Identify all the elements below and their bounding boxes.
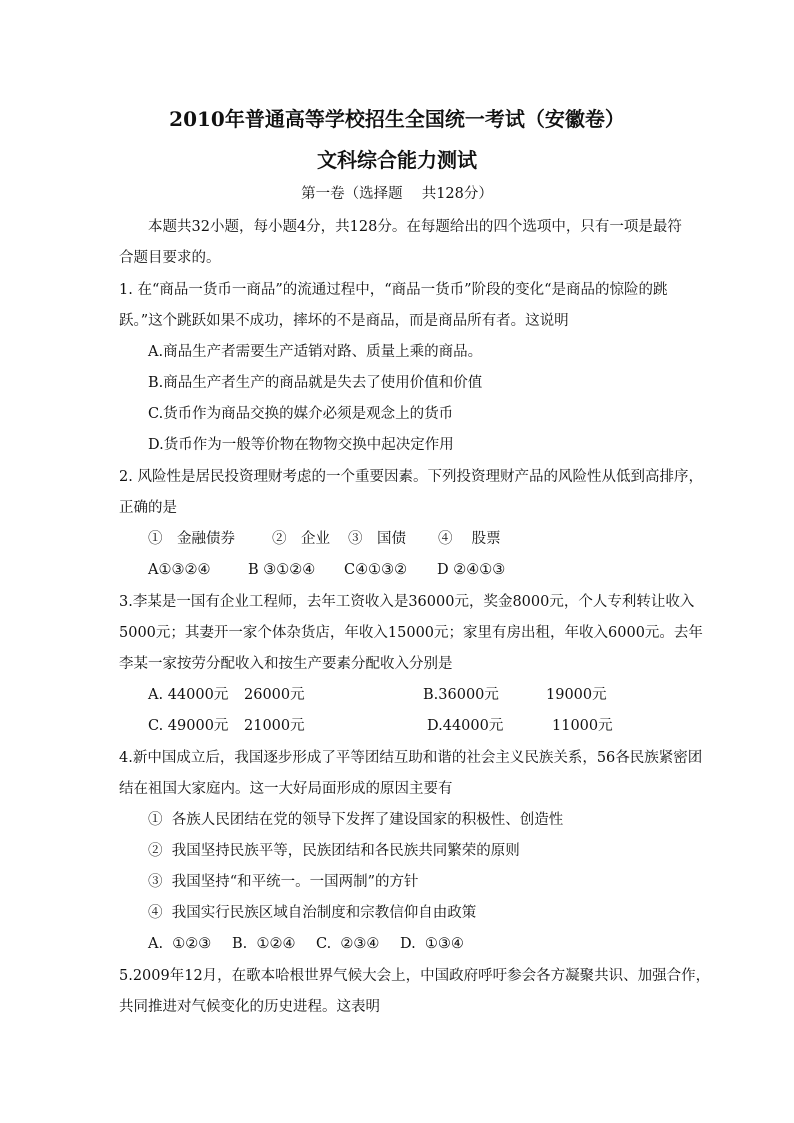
page-subtitle: 文科综合能力测试 — [317, 148, 477, 172]
intro-line: 本题共32小题，每小题4分，共128分。在每题给出的四个选项中，只有一项是最符 — [148, 219, 682, 235]
q3-option-b-label: B.36000元 — [423, 687, 499, 703]
q4-option-b: B. ①②④ — [232, 936, 296, 952]
q3-stem-line: 3.李某是一国有企业工程师，去年工资收入是36000元，奖金8000元，个人专利转让收入 — [119, 594, 695, 610]
q3-option-b-value: 19000元 — [546, 687, 607, 703]
q1-option-a: A.商品生产者需要生产适销对路、质量上乘的商品。 — [148, 344, 483, 360]
q4-item: ① 各族人民团结在党的领导下发挥了建设国家的积极性、创造性 — [148, 812, 564, 828]
q2-item: ③ 国债 — [348, 531, 406, 547]
q4-stem-line: 4.新中国成立后，我国逐步形成了平等团结互助和谐的社会主义民族关系，56各民族紧密团 — [119, 750, 703, 766]
q1-option-d: D.货币作为一般等价物在物物交换中起决定作用 — [148, 437, 454, 453]
q3-stem-line: 李某一家按劳分配收入和按生产要素分配收入分别是 — [119, 656, 453, 672]
q1-stem-line: 跃。”这个跳跃如果不成功，摔坏的不是商品，而是商品所有者。这说明 — [119, 313, 569, 329]
q3-option-a-label: A. 44000元 — [148, 687, 229, 703]
q5-stem-line: 共同推进对气候变化的历史进程。这表明 — [119, 999, 380, 1015]
q4-item: ④ 我国实行民族区域自治制度和宗教信仰自由政策 — [148, 905, 477, 921]
section-heading: 第一卷（选择题 共128分） — [301, 186, 493, 202]
q2-item: ① 金融债券 — [148, 531, 235, 547]
q2-option-a: A①③②④ — [148, 562, 211, 578]
q1-stem-line: 1. 在“商品一货币一商品”的流通过程中，“商品一货币”阶段的变化“是商品的惊险的跳 — [119, 282, 668, 298]
q2-stem-line: 2. 风险性是居民投资理财考虑的一个重要因素。下列投资理财产品的风险性从低到高排序， — [119, 469, 703, 485]
q3-option-c-label: C. 49000元 — [148, 718, 229, 734]
q2-option-b: B ③①②④ — [248, 562, 316, 578]
q4-option-d: D. ①③④ — [400, 936, 464, 952]
q4-item: ② 我国坚持民族平等，民族团结和各民族共同繁荣的原则 — [148, 843, 520, 859]
q3-option-c-value: 21000元 — [244, 718, 305, 734]
q2-option-c: C④①③② — [344, 562, 408, 578]
q2-item: ② 企业 — [272, 531, 330, 547]
q1-option-c: C.货币作为商品交换的媒介必须是观念上的货币 — [148, 406, 454, 422]
q2-stem-line: 正确的是 — [119, 500, 177, 516]
q3-stem-line: 5000元；其妻开一家个体杂货店，年收入15000元；家里有房出租，年收入6000元。去年 — [119, 625, 703, 641]
q5-stem-line: 5.2009年12月，在歌本哈根世界气候大会上，中国政府呼吁参会各方凝聚共识、加强合作， — [119, 968, 711, 984]
q3-option-a-value: 26000元 — [244, 687, 305, 703]
q4-option-c: C. ②③④ — [316, 936, 380, 952]
q4-item: ③ 我国坚持“和平统一。一国两制”的方针 — [148, 874, 419, 890]
intro-line: 合题目要求的。 — [119, 250, 221, 266]
q4-stem-line: 结在祖国大家庭内。这一大好局面形成的原因主要有 — [119, 781, 453, 797]
q3-option-d-value: 11000元 — [552, 718, 613, 734]
q1-option-b: B.商品生产者生产的商品就是失去了使用价值和价值 — [148, 375, 483, 391]
q4-option-a: A. ①②③ — [148, 936, 212, 952]
q2-item: ④ 股票 — [438, 531, 501, 547]
q3-option-d-label: D.44000元 — [427, 718, 504, 734]
page-title: 2010年普通高等学校招生全国统一考试（安徽卷） — [169, 107, 625, 131]
q2-option-d: D ②④①③ — [437, 562, 506, 578]
